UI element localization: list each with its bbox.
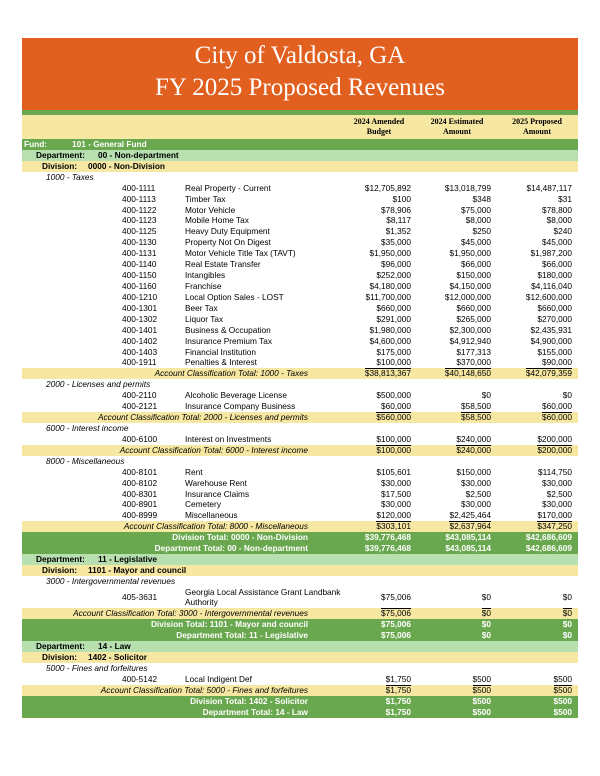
div-label: Division: — [42, 651, 78, 662]
proposed-amount-value: $4,116,040 — [531, 280, 572, 291]
proposed-amount-value: $45,000 — [542, 237, 572, 248]
total-label: Account Classification Total: 8000 - Miscellaneous — [123, 521, 308, 532]
table-row — [22, 357, 578, 368]
dept-name: 14 - Law — [98, 641, 131, 652]
estimated-amount-value: $500 — [472, 695, 491, 706]
classification-label: 1000 - Taxes — [46, 171, 94, 182]
account-classification-heading — [22, 172, 578, 183]
amended-budget-value: $96,000 — [381, 259, 411, 270]
table-row — [22, 237, 578, 248]
revenue-table — [22, 139, 578, 718]
proposed-amount-value: $90,000 — [542, 357, 572, 368]
total-row — [22, 630, 578, 641]
amended-budget-value: $1,750 — [385, 673, 411, 684]
account-description: Local Indigent Def — [185, 673, 252, 684]
estimated-amount-value: $265,000 — [456, 313, 491, 324]
total-row — [22, 685, 578, 696]
account-classification-heading — [22, 663, 578, 674]
amended-budget-value: $39,776,468 — [364, 532, 411, 543]
estimated-amount-value: $2,637,964 — [449, 521, 491, 532]
estimated-amount-value: $43,085,114 — [445, 532, 491, 543]
amended-budget-value: $75,006 — [381, 630, 411, 641]
account-code: 400-1210 — [122, 291, 158, 302]
estimated-amount-value: $40,148,650 — [444, 368, 491, 379]
proposed-amount-value: $14,487,117 — [526, 182, 572, 193]
account-code: 400-2121 — [122, 401, 158, 412]
proposed-amount-value: $8,000 — [546, 215, 572, 226]
proposed-amount-value: $42,686,609 — [525, 543, 572, 554]
estimated-amount-value: $1,950,000 — [449, 248, 491, 259]
estimated-amount-value: $240,000 — [456, 433, 491, 444]
page-title: City of Valdosta, GA — [194, 42, 406, 69]
proposed-amount-value: $500 — [553, 695, 572, 706]
total-label: Department Total: 14 - Law — [202, 706, 308, 717]
total-row — [22, 412, 578, 423]
proposed-amount-value: $2,500 — [546, 488, 572, 499]
estimated-amount-value: $0 — [481, 608, 491, 619]
total-label: Division Total: 1402 - Solicitor — [190, 695, 308, 706]
dept-header-row — [22, 554, 578, 565]
estimated-amount-value: $348 — [472, 193, 491, 204]
total-row — [22, 707, 578, 718]
proposed-amount-value: $0 — [562, 390, 572, 401]
amended-budget-value: $75,006 — [381, 591, 411, 602]
amended-budget-value: $60,000 — [381, 401, 411, 412]
dept-header-row — [22, 150, 578, 161]
dept-name: 11 - Legislative — [98, 554, 158, 565]
estimated-amount-value: $8,000 — [465, 215, 491, 226]
account-description: Franchise — [185, 280, 222, 291]
estimated-amount-value: $30,000 — [461, 499, 491, 510]
amended-budget-value: $11,700,000 — [365, 291, 411, 302]
amended-budget-value: $1,980,000 — [369, 324, 411, 335]
account-description: Insurance Claims — [185, 488, 250, 499]
estimated-amount-value: $0 — [481, 619, 491, 630]
account-code: 400-6100 — [122, 433, 158, 444]
proposed-amount-value: $114,750 — [538, 466, 572, 477]
classification-label: 3000 - Intergovernmental revenues — [46, 575, 176, 586]
amended-budget-value: $1,950,000 — [369, 248, 411, 259]
account-code: 400-5142 — [122, 673, 158, 684]
estimated-amount-value: $500 — [472, 706, 491, 717]
estimated-amount-value: $500 — [472, 673, 491, 684]
proposed-amount-value: $2,435,931 — [530, 324, 572, 335]
account-code: 400-1302 — [122, 313, 158, 324]
estimated-amount-value: $250 — [472, 226, 491, 237]
table-row — [22, 248, 578, 259]
estimated-amount-value: $240,000 — [456, 444, 491, 455]
div-name: 1101 - Mayor and council — [88, 564, 187, 575]
proposed-amount-value: $1,987,200 — [530, 248, 572, 259]
estimated-amount-value: $2,300,000 — [449, 324, 491, 335]
table-row — [22, 510, 578, 521]
estimated-amount-value: $45,000 — [461, 237, 491, 248]
account-description: Interest on Investments — [185, 433, 272, 444]
account-description: Alcoholic Beverage License — [185, 390, 287, 401]
account-code: 400-1140 — [122, 259, 157, 270]
classification-label: 6000 - Interest income — [46, 422, 129, 433]
amended-budget-value: $17,500 — [381, 488, 411, 499]
amended-budget-value: $30,000 — [381, 477, 411, 488]
proposed-amount-value: $170,000 — [537, 510, 572, 521]
account-code: 400-1131 — [122, 248, 157, 259]
account-description: Miscellaneous — [185, 510, 238, 521]
amended-budget-value: $100 — [392, 193, 411, 204]
proposed-amount-value: $270,000 — [537, 313, 572, 324]
account-description: Real Property - Current — [185, 182, 271, 193]
account-description: Cemetery — [185, 499, 221, 510]
table-row — [22, 390, 578, 401]
amended-budget-value: $75,006 — [381, 608, 411, 619]
proposed-amount-value: $200,000 — [537, 444, 572, 455]
account-description: Beer Tax — [185, 302, 218, 313]
estimated-amount-value: $12,000,000 — [444, 291, 491, 302]
account-description: Rent — [185, 466, 203, 477]
amended-budget-value: $175,000 — [376, 346, 411, 357]
amended-budget-value: $100,000 — [376, 357, 411, 368]
amended-budget-value: $75,006 — [381, 619, 411, 630]
proposed-amount-value: $60,000 — [542, 412, 572, 423]
table-row — [22, 434, 578, 445]
amended-budget-value: $560,000 — [376, 412, 411, 423]
estimated-amount-value: $30,000 — [461, 477, 491, 488]
total-label: Division Total: 0000 - Non-Division — [172, 532, 308, 543]
proposed-amount-value: $42,686,609 — [525, 532, 572, 543]
table-row — [22, 194, 578, 205]
table-row — [22, 325, 578, 336]
column-header-amended-budget: 2024 Amended Budget — [353, 117, 405, 136]
estimated-amount-value: $43,085,114 — [445, 543, 491, 554]
estimated-amount-value: $0 — [481, 591, 491, 602]
div-label: Division: — [42, 160, 78, 171]
div-name: 1402 - Solicitor — [88, 651, 148, 662]
account-description: Liquor Tax — [185, 313, 224, 324]
table-row — [22, 478, 578, 489]
total-label: Department Total: 00 - Non-department — [154, 543, 308, 554]
total-label: Account Classification Total: 5000 - Fines and forfeitures — [100, 684, 308, 695]
proposed-amount-value: $12,600,000 — [525, 291, 572, 302]
total-row — [22, 445, 578, 456]
account-code: 400-2110 — [122, 390, 157, 401]
dept-name: 00 - Non-department — [98, 149, 179, 160]
proposed-amount-value: $30,000 — [542, 499, 572, 510]
amended-budget-value: $4,600,000 — [369, 335, 411, 346]
total-label: Account Classification Total: 3000 - Intergovernmental revenues — [73, 608, 308, 619]
amended-budget-value: $500,000 — [376, 390, 411, 401]
estimated-amount-value: $58,500 — [461, 412, 491, 423]
amended-budget-value: $78,906 — [381, 204, 411, 215]
div-name: 0000 - Non-Division — [88, 160, 165, 171]
total-row — [22, 521, 578, 532]
table-row — [22, 587, 578, 609]
table-row — [22, 281, 578, 292]
account-description: Motor Vehicle — [185, 204, 236, 215]
account-code: 400-1125 — [122, 226, 157, 237]
total-label: Division Total: 1101 - Mayor and council — [150, 619, 308, 630]
table-row — [22, 314, 578, 325]
fund-name: 101 - General Fund — [72, 139, 147, 149]
account-classification-heading — [22, 423, 578, 434]
amended-budget-value: $1,352 — [385, 226, 411, 237]
account-code: 400-1122 — [122, 204, 157, 215]
amended-budget-value: $105,601 — [376, 466, 411, 477]
div-label: Division: — [42, 564, 78, 575]
div-header-row — [22, 565, 578, 576]
account-code: 400-1301 — [122, 302, 158, 313]
total-label: Department Total: 11 - Legislative — [176, 630, 308, 641]
estimated-amount-value: $13,018,799 — [444, 182, 491, 193]
account-code: 405-3631 — [122, 591, 158, 602]
total-label: Account Classification Total: 6000 - Interest income — [119, 444, 308, 455]
amended-budget-value: $100,000 — [376, 433, 411, 444]
proposed-amount-value: $42,079,359 — [525, 368, 572, 379]
estimated-amount-value: $4,912,940 — [449, 335, 491, 346]
estimated-amount-value: $2,425,464 — [449, 510, 491, 521]
fund-label: Fund: — [24, 139, 48, 149]
proposed-amount-value: $155,000 — [537, 346, 572, 357]
total-row — [22, 619, 578, 630]
account-code: 400-8101 — [122, 466, 158, 477]
account-description: Motor Vehicle Title Tax (TAVT) — [185, 248, 296, 259]
page-subtitle: FY 2025 Proposed Revenues — [154, 74, 446, 101]
amended-budget-value: $39,776,468 — [364, 543, 411, 554]
account-description: Heavy Duty Equipment — [185, 226, 270, 237]
amended-budget-value: $252,000 — [376, 270, 411, 281]
account-code: 400-1111 — [122, 182, 156, 193]
estimated-amount-value: $0 — [481, 390, 491, 401]
account-description: Insurance Company Business — [185, 401, 296, 412]
proposed-amount-value: $347,250 — [537, 521, 572, 532]
amended-budget-value: $4,180,000 — [369, 280, 411, 291]
amended-budget-value: $100,000 — [376, 444, 411, 455]
classification-label: 8000 - Miscellaneous — [46, 455, 125, 466]
table-row — [22, 674, 578, 685]
classification-label: 5000 - Fines and forfeitures — [46, 662, 148, 673]
total-row — [22, 368, 578, 379]
column-header-row — [22, 115, 578, 139]
table-row — [22, 303, 578, 314]
proposed-amount-value: $30,000 — [542, 477, 572, 488]
estimated-amount-value: $150,000 — [456, 270, 491, 281]
amended-budget-value: $1,750 — [385, 706, 411, 717]
proposed-amount-value: $500 — [553, 684, 572, 695]
total-row — [22, 543, 578, 554]
total-row — [22, 696, 578, 707]
account-classification-heading — [22, 456, 578, 467]
dept-label: Department: — [36, 149, 85, 160]
account-code: 400-8301 — [122, 488, 158, 499]
account-code: 400-8999 — [122, 510, 158, 521]
table-row — [22, 270, 578, 281]
amended-budget-value: $1,750 — [385, 684, 411, 695]
account-code: 400-1402 — [122, 335, 158, 346]
proposed-amount-value: $60,000 — [542, 401, 572, 412]
account-description: Financial Institution — [185, 346, 257, 357]
estimated-amount-value: $75,000 — [461, 204, 491, 215]
estimated-amount-value: $150,000 — [456, 466, 491, 477]
title-banner — [22, 38, 578, 110]
table-row — [22, 401, 578, 412]
proposed-amount-value: $180,000 — [537, 270, 572, 281]
total-row — [22, 532, 578, 543]
estimated-amount-value: $58,500 — [461, 401, 491, 412]
div-header-row — [22, 161, 578, 172]
table-row — [22, 205, 578, 216]
table-row — [22, 489, 578, 500]
account-code: 400-8901 — [122, 499, 158, 510]
table-row — [22, 347, 578, 358]
account-description: Penalties & Interest — [185, 357, 257, 368]
account-code: 400-1401 — [122, 324, 158, 335]
proposed-amount-value: $240 — [553, 226, 572, 237]
account-code: 400-8102 — [122, 477, 158, 488]
total-row — [22, 608, 578, 619]
total-label: Account Classification Total: 1000 - Taxes — [154, 368, 308, 379]
proposed-amount-value: $78,800 — [542, 204, 572, 215]
proposed-amount-value: $200,000 — [537, 433, 572, 444]
amended-budget-value: $8,117 — [386, 215, 411, 226]
estimated-amount-value: $370,000 — [456, 357, 491, 368]
proposed-amount-value: $0 — [562, 608, 572, 619]
estimated-amount-value: $0 — [481, 630, 491, 641]
account-description: Mobile Home Tax — [185, 215, 249, 226]
account-description: Local Option Sales - LOST — [185, 291, 284, 302]
account-description: Warehouse Rent — [185, 477, 247, 488]
amended-budget-value: $291,000 — [376, 313, 411, 324]
fund-header-row — [22, 139, 578, 150]
amended-budget-value: $38,813,367 — [364, 368, 411, 379]
amended-budget-value: $35,000 — [381, 237, 411, 248]
classification-label: 2000 - Licenses and permits — [46, 379, 151, 390]
proposed-amount-value: $4,900,000 — [530, 335, 572, 346]
proposed-amount-value: $0 — [562, 619, 572, 630]
proposed-amount-value: $660,000 — [537, 302, 572, 313]
amended-budget-value: $660,000 — [376, 302, 411, 313]
account-description: Georgia Local Assistance Grant Landbank Authority — [185, 586, 341, 608]
account-description: Property Not On Digest — [185, 237, 271, 248]
proposed-amount-value: $0 — [562, 591, 572, 602]
table-row — [22, 183, 578, 194]
account-code: 400-1130 — [122, 237, 157, 248]
amended-budget-value: $12,705,892 — [364, 182, 411, 193]
amended-budget-value: $1,750 — [385, 695, 411, 706]
account-code: 400-1150 — [122, 270, 157, 281]
proposed-amount-value: $500 — [553, 673, 572, 684]
proposed-amount-value: $0 — [562, 630, 572, 641]
account-description: Intangibles — [185, 270, 226, 281]
proposed-amount-value: $31 — [558, 193, 572, 204]
div-header-row — [22, 652, 578, 663]
amended-budget-value: $30,000 — [381, 499, 411, 510]
table-row — [22, 215, 578, 226]
account-description: Insurance Premium Tax — [185, 335, 272, 346]
account-code: 400-1160 — [122, 280, 157, 291]
account-classification-heading — [22, 576, 578, 587]
account-code: 400-1403 — [122, 346, 158, 357]
account-description: Real Estate Transfer — [185, 259, 261, 270]
proposed-amount-value: $500 — [553, 706, 572, 717]
table-row — [22, 467, 578, 478]
column-header-proposed-amount: 2025 Proposed Amount — [512, 117, 562, 136]
total-label: Account Classification Total: 2000 - Licenses and permits — [98, 412, 308, 423]
account-code: 400-1123 — [122, 215, 157, 226]
estimated-amount-value: $4,150,000 — [449, 280, 491, 291]
account-code: 400-1113 — [122, 193, 156, 204]
dept-label: Department: — [36, 554, 85, 565]
account-description: Business & Occupation — [185, 324, 271, 335]
estimated-amount-value: $660,000 — [456, 302, 491, 313]
account-classification-heading — [22, 379, 578, 390]
estimated-amount-value: $177,313 — [456, 346, 491, 357]
dept-label: Department: — [36, 641, 85, 652]
table-row — [22, 336, 578, 347]
estimated-amount-value: $2,500 — [465, 488, 491, 499]
column-header-estimated-amount: 2024 Estimated Amount — [430, 117, 484, 136]
amended-budget-value: $303,101 — [376, 521, 411, 532]
table-row — [22, 259, 578, 270]
table-row — [22, 226, 578, 237]
proposed-amount-value: $66,000 — [542, 259, 572, 270]
estimated-amount-value: $500 — [472, 684, 491, 695]
amended-budget-value: $120,000 — [376, 510, 411, 521]
table-row — [22, 292, 578, 303]
estimated-amount-value: $66,000 — [461, 259, 491, 270]
table-row — [22, 499, 578, 510]
dept-header-row — [22, 641, 578, 652]
account-description: Timber Tax — [185, 193, 226, 204]
account-code: 400-1911 — [122, 357, 157, 368]
